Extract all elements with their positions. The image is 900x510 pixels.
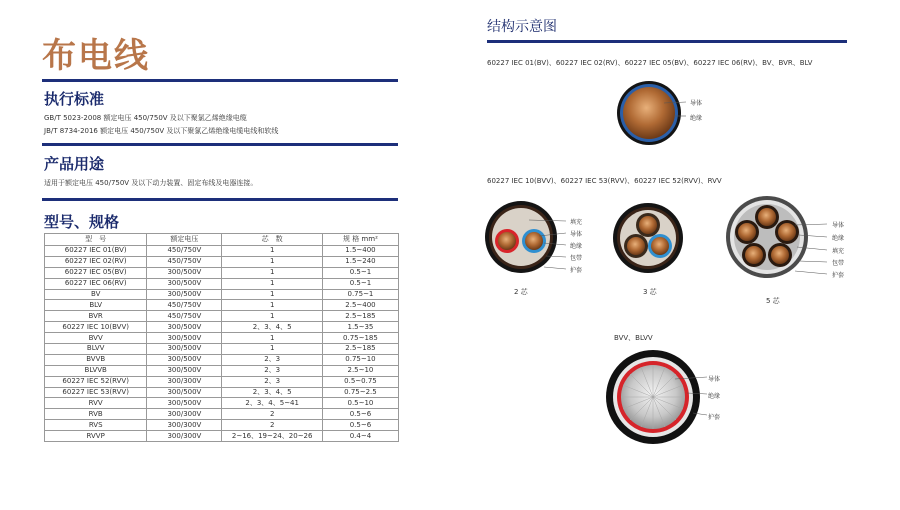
table-cell: 1 xyxy=(222,344,322,355)
table-cell: 0.4~4 xyxy=(322,431,398,442)
table-cell: BVR xyxy=(45,311,147,322)
table-row xyxy=(45,311,399,322)
table-row xyxy=(45,376,399,387)
table-cell: 2~16、19~24、20~26 xyxy=(222,431,322,442)
table-cell: 60227 IEC 02(RV) xyxy=(45,256,147,267)
table-row xyxy=(45,267,399,278)
table-row xyxy=(45,256,399,267)
usage-heading: 产品用途 xyxy=(44,155,105,173)
table-cell: 2 xyxy=(222,409,322,420)
table-cell: 60227 IEC 05(BV) xyxy=(45,267,147,278)
divider xyxy=(42,79,398,82)
label-sheath: 护套 xyxy=(832,272,845,279)
table-cell: BVVB xyxy=(45,354,147,365)
table-row xyxy=(45,431,399,442)
table-cell: RVV xyxy=(45,398,147,409)
label-filler: 填充 xyxy=(570,219,583,226)
table-cell: 2、3、4、5~41 xyxy=(222,398,322,409)
divider xyxy=(42,198,398,201)
table-cell: 60227 IEC 52(RVV) xyxy=(45,376,147,387)
table-row xyxy=(45,344,399,355)
table-cell: 0.5~10 xyxy=(322,398,398,409)
table-cell: 0.5~0.75 xyxy=(322,376,398,387)
table-cell: 300/300V xyxy=(147,420,222,431)
table-cell: 450/750V xyxy=(147,300,222,311)
three-core-cable-diagram xyxy=(612,202,692,282)
table-cell: BV xyxy=(45,289,147,300)
table-cell: 0.75~1 xyxy=(322,289,398,300)
table-row xyxy=(45,420,399,431)
label-insulation: 绝缘 xyxy=(708,393,721,400)
table-cell: 1 xyxy=(222,333,322,344)
table-cell: 0.75~2.5 xyxy=(322,387,398,398)
table-cell: 1 xyxy=(222,311,322,322)
table-cell: 300/500V xyxy=(147,278,222,289)
group1-caption: 60227 IEC 01(BV)、60227 IEC 02(RV)、60227 IEC 05(BV)、60227 IEC 06(RV)、BV、BVR、BLV xyxy=(487,59,813,67)
table-cell: 300/300V xyxy=(147,431,222,442)
column-header: 型 号 xyxy=(45,234,147,246)
table-cell: 1 xyxy=(222,256,322,267)
models-heading: 型号、规格 xyxy=(44,213,120,231)
label-insulation: 绝缘 xyxy=(832,235,845,242)
label-conductor: 导体 xyxy=(570,231,583,238)
table-cell: 2、3 xyxy=(222,365,322,376)
table-cell: 2.5~10 xyxy=(322,365,398,376)
table-cell: 60227 IEC 53(RVV) xyxy=(45,387,147,398)
table-cell: RVVP xyxy=(45,431,147,442)
table-cell: 300/500V xyxy=(147,267,222,278)
table-row xyxy=(45,354,399,365)
standard-line: JB/T 8734-2016 额定电压 450/750V 及以下聚氯乙烯绝缘电缆电线和软线 xyxy=(44,127,279,135)
table-cell: 300/500V xyxy=(147,344,222,355)
page-title: 布电线 xyxy=(42,36,150,76)
table-header-row xyxy=(45,234,399,246)
label-conductor: 导体 xyxy=(832,222,845,229)
table-row xyxy=(45,409,399,420)
table-cell: 2、3、4、5 xyxy=(222,322,322,333)
table-cell: RVB xyxy=(45,409,147,420)
group2-caption: 60227 IEC 10(BVV)、60227 IEC 53(RVV)、60227 IEC 52(RVV)、RVV xyxy=(487,177,722,185)
label-filler: 填充 xyxy=(832,248,845,255)
label-insulation: 绝缘 xyxy=(690,115,703,122)
table-cell: 2.5~400 xyxy=(322,300,398,311)
table-cell: BLVV xyxy=(45,344,147,355)
label-insulation: 绝缘 xyxy=(570,243,583,250)
label-sheath: 护套 xyxy=(708,414,721,421)
table-cell: 300/500V xyxy=(147,333,222,344)
table-row xyxy=(45,278,399,289)
table-cell: BLVVB xyxy=(45,365,147,376)
table-row xyxy=(45,289,399,300)
table-cell: 2、3 xyxy=(222,376,322,387)
table-cell: 1.5~240 xyxy=(322,256,398,267)
three-core-caption: 3 芯 xyxy=(643,288,657,296)
table-cell: 1 xyxy=(222,246,322,257)
table-row xyxy=(45,387,399,398)
table-cell: 0.75~10 xyxy=(322,354,398,365)
column-header: 芯 数 xyxy=(222,234,322,246)
two-core-cable-diagram xyxy=(484,200,564,280)
single-core-cable-diagram xyxy=(616,80,686,150)
table-cell: 0.5~6 xyxy=(322,409,398,420)
five-core-cable-diagram xyxy=(725,195,815,285)
table-row xyxy=(45,322,399,333)
standard-line: GB/T 5023-2008 额定电压 450/750V 及以下聚氯乙烯绝缘电缆 xyxy=(44,114,247,122)
two-core-caption: 2 芯 xyxy=(514,288,528,296)
table-cell: 0.5~1 xyxy=(322,278,398,289)
table-cell: 0.5~1 xyxy=(322,267,398,278)
table-cell: 2.5~185 xyxy=(322,344,398,355)
table-cell: 0.75~185 xyxy=(322,333,398,344)
structure-heading: 结构示意图 xyxy=(487,19,557,35)
label-sheath: 护套 xyxy=(570,267,583,274)
table-row xyxy=(45,398,399,409)
table-row xyxy=(45,246,399,257)
table-cell: 450/750V xyxy=(147,256,222,267)
label-conductor: 导体 xyxy=(708,376,721,383)
table-cell: 300/500V xyxy=(147,365,222,376)
table-cell: 450/750V xyxy=(147,311,222,322)
table-cell: 60227 IEC 06(RV) xyxy=(45,278,147,289)
table-cell: 300/500V xyxy=(147,289,222,300)
table-cell: 300/500V xyxy=(147,387,222,398)
table-cell: 1.5~35 xyxy=(322,322,398,333)
column-header: 额定电压 xyxy=(147,234,222,246)
table-cell: BVV xyxy=(45,333,147,344)
table-cell: 1.5~400 xyxy=(322,246,398,257)
five-core-caption: 5 芯 xyxy=(766,297,780,305)
table-cell: 2、3 xyxy=(222,354,322,365)
table-cell: 2、3、4、5 xyxy=(222,387,322,398)
bvv-cable-diagram xyxy=(605,349,705,449)
table-cell: 0.5~6 xyxy=(322,420,398,431)
table-cell: 300/500V xyxy=(147,322,222,333)
label-binder-tape: 包带 xyxy=(832,260,845,267)
table-cell: 300/500V xyxy=(147,398,222,409)
table-cell: RVS xyxy=(45,420,147,431)
usage-text: 适用于额定电压 450/750V 及以下动力装置、固定布线及电器连接。 xyxy=(44,179,258,187)
table-cell: 60227 IEC 10(BVV) xyxy=(45,322,147,333)
table-cell: 300/300V xyxy=(147,409,222,420)
table-cell: 300/300V xyxy=(147,376,222,387)
divider xyxy=(487,40,847,43)
group3-caption: BVV、BLVV xyxy=(614,334,653,342)
divider xyxy=(42,143,398,146)
spec-table xyxy=(44,233,399,442)
table-cell: 1 xyxy=(222,289,322,300)
table-cell: 300/500V xyxy=(147,354,222,365)
label-binder-tape: 包带 xyxy=(570,255,583,262)
table-cell: BLV xyxy=(45,300,147,311)
table-cell: 1 xyxy=(222,267,322,278)
table-cell: 450/750V xyxy=(147,246,222,257)
table-row xyxy=(45,300,399,311)
table-cell: 1 xyxy=(222,300,322,311)
table-cell: 60227 IEC 01(BV) xyxy=(45,246,147,257)
label-conductor: 导体 xyxy=(690,100,703,107)
table-cell: 2 xyxy=(222,420,322,431)
table-row xyxy=(45,333,399,344)
standards-heading: 执行标准 xyxy=(44,90,105,108)
table-row xyxy=(45,365,399,376)
table-cell: 2.5~185 xyxy=(322,311,398,322)
column-header: 规 格 mm² xyxy=(322,234,398,246)
table-cell: 1 xyxy=(222,278,322,289)
